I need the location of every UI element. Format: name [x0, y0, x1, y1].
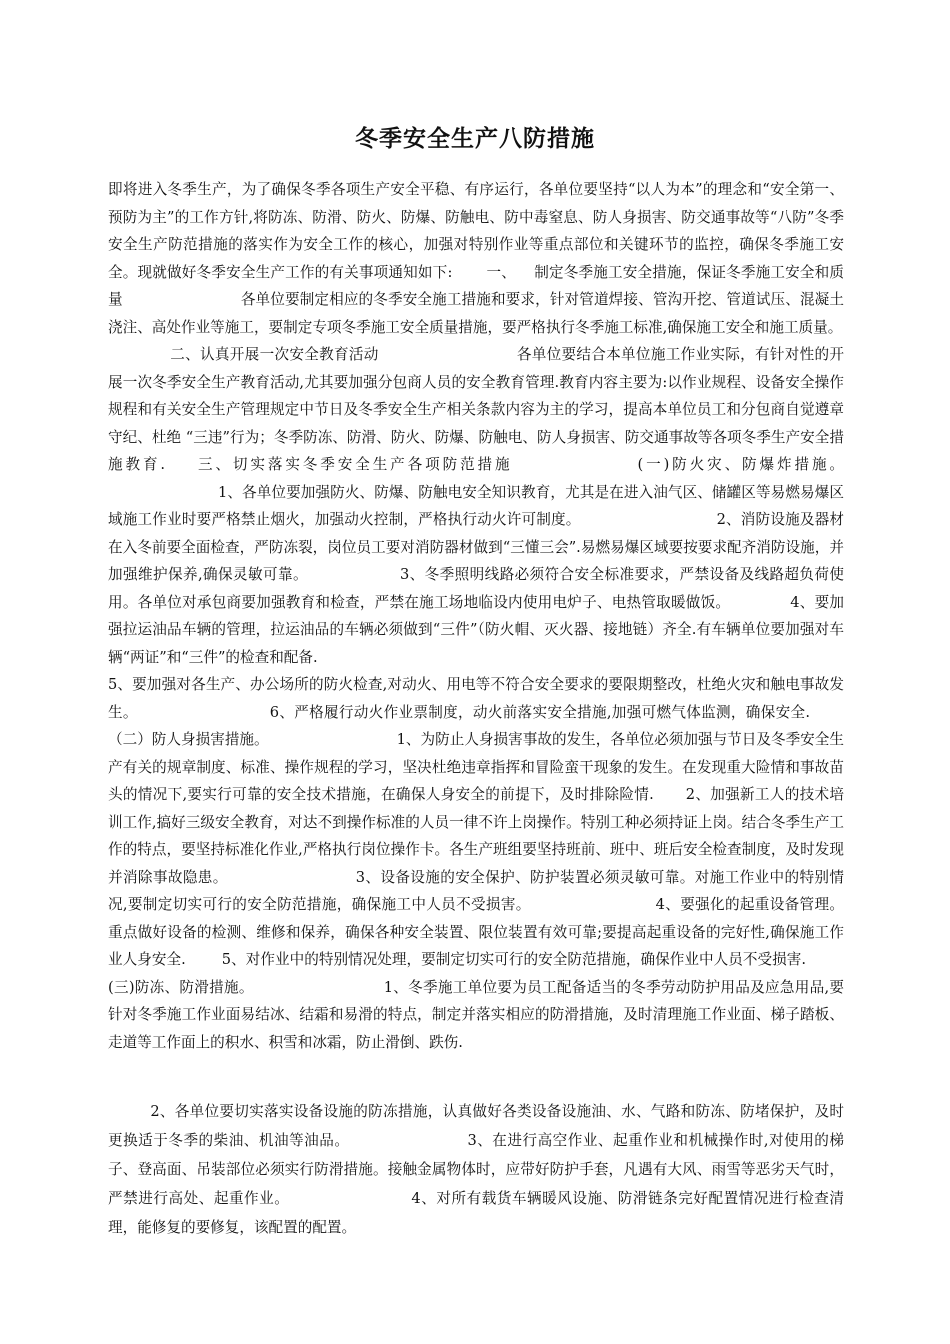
- section-2-body: 各单位要结合本单位施工作业实际，有针对性的开展一次冬季安全生产教育活动,尤其要加强分包商人员的安全教育管理.教育内容主要为:以作业规程、设备安全操作规程和有关安全生产管理规定中节日及冬季安全生产相关条款内容为主的学习，提高本单位员工和分包商自觉遵章守纪、杜绝 “三违”行为；冬季防冻、防滑、防火、防爆、防触电、防人身损害、防交通事故等各项冬季生产安全措施教育.: [108, 346, 844, 473]
- section-1-body: 各单位要制定相应的冬季安全施工措施和要求，针对管道焊接、管沟开挖、管道试压、混凝土浇注、高处作业等施工，要制定专项冬季施工安全质量措施，要严格执行冬季施工标准,确保施工安全和施工质量。: [108, 291, 844, 336]
- fire-item-2: 2、消防设施及器材在入冬前要全面检查，严防冻裂，岗位员工要对消防器材做到“三懂三会”.易燃易爆区域要按要求配齐消防设施，并加强维护保养,确保灵敏可靠。: [108, 511, 844, 583]
- document-title: 冬季安全生产八防措施: [355, 126, 595, 152]
- fire-item-6: 6、严格履行动火作业票制度，动火前落实安全措施,加强可燃气体监测，确保安全.: [269, 703, 810, 721]
- injury-item-1: 1、为防止人身损害事故的发生，各单位必须加强与节日及冬季安全生产有关的规章制度、标准、操作规程的学习，坚决杜绝违章指挥和冒险蛮干现象的发生。在发现重大险情和事故苗头的情况下,要实行可靠的安全技术措施，在确保人身安全的前提下，及时排除险情.: [108, 731, 844, 803]
- section-3-heading: 三、切实落实冬季安全生产各项防范措施: [195, 456, 513, 473]
- section-1-heading: 制定冬季施工安全措施，保证冬季施工安全和质量: [108, 263, 844, 308]
- fire-item-3: 3、冬季照明线路必须符合安全标准要求，严禁设备及线路超负荷使用。各单位对承包商要加强教育和检查，严禁在施工场地临设内使用电炉子、电热管取暖做饭。: [108, 566, 844, 611]
- freeze-item-4: 4、对所有载货车辆暖风设施、防滑链条完好配置情况进行检查清理，能修复的要修复，该配置的配置。: [108, 1190, 844, 1236]
- body-paragraph-main: [108, 176, 844, 1056]
- fire-item-5: 5、要加强对各生产、办公场所的防火检查,对动火、用电等不符合安全要求的要限期整改，杜绝火灾和触电事故发生。: [108, 676, 844, 721]
- injury-item-2: 2、加强新工人的技术培训工作,搞好三级安全教育，对达不到操作标准的人员一律不许上岗操作。特别工种必须持证上岗。结合冬季生产工作的特点，要坚持标准化作业,严格执行岗位操作卡。各生产班组要坚持班前、班中、班后安全检查制度，及时发现并消除事故隐患。: [108, 786, 844, 886]
- subsection-fire-heading: (一)防火灾、防爆炸措施。: [637, 456, 845, 473]
- section-1-number: 一、: [486, 263, 517, 281]
- freeze-item-1: 1、冬季施工单位要为员工配备适当的冬季劳动防护用品及应急用品,要针对冬季施工作业面易结冰、结霜和易滑的特点，制定并落实相应的防滑措施，及时清理施工作业面、梯子踏板、走道等工作面上的积水、积雪和冰霜，防止滑倒、跌伤.: [108, 978, 844, 1051]
- freeze-item-3: 3、在进行高空作业、起重作业和机械操作时,对使用的梯子、登高面、吊装部位必须实行防滑措施。接触金属物体时，应带好防护手套，凡遇有大风、雨雪等恶劣天气时，严禁进行高处、起重作业。: [108, 1132, 844, 1207]
- section-2-heading: 二、认真开展一次安全教育活动: [170, 346, 379, 363]
- fire-item-1: 1、各单位要加强防火、防爆、防触电安全知识教育，尤其是在进入油气区、储罐区等易燃易爆区域施工作业时要严格禁止烟火，加强动火控制，严格执行动火许可制度。: [108, 483, 844, 528]
- freeze-item-2: 2、各单位要切实落实设备设施的防冻措施，认真做好各类设备设施油、水、气路和防冻、防堵保护，及时更换适于冬季的柴油、机油等油品。: [108, 1103, 844, 1149]
- subsection-freeze-heading: (三)防冻、防滑措施。: [108, 978, 254, 996]
- fire-item-4: 4、要加强拉运油品车辆的管理，拉运油品的车辆必须做到“三件”（防火帽、灭火器、接地链）齐全.有车辆单位要加强对车辆“两证”和“三件”的检查和配备.: [108, 593, 844, 666]
- injury-item-5: 5、对作业中的特别情况处理，要制定切实可行的安全防范措施，确保作业中人员不受损害.: [221, 951, 807, 968]
- body-paragraph-freeze-continued: [108, 1097, 844, 1242]
- intro-text: 即将进入冬季生产，为了确保冬季各项生产安全平稳、有序运行，各单位要坚持“以人为本”的理念和“安全第一、预防为主”的工作方针,将防冻、防滑、防火、防爆、防触电、防中毒窒息、防人身损害、防交通事故等“八防”冬季安全生产防范措施的落实作为安全工作的核心，加强对特别作业等重点部位和关键环节的监控，确保冬季施工安全。现就做好冬季安全生产工作的有关事项通知如下:: [108, 181, 844, 281]
- injury-item-4: 4、要强化的起重设备管理。重点做好设备的检测、维修和保养，确保各种安全装置、限位装置有效可靠;要提高起重设备的完好性,确保施工作业人身安全.: [108, 896, 844, 968]
- injury-item-3: 3、设备设施的安全保护、防护装置必须灵敏可靠。对施工作业中的特别情况,要制定切实可行的安全防范措施，确保施工中人员不受损害。: [108, 868, 844, 913]
- subsection-injury-heading: （二）防人身损害措施。: [108, 731, 269, 748]
